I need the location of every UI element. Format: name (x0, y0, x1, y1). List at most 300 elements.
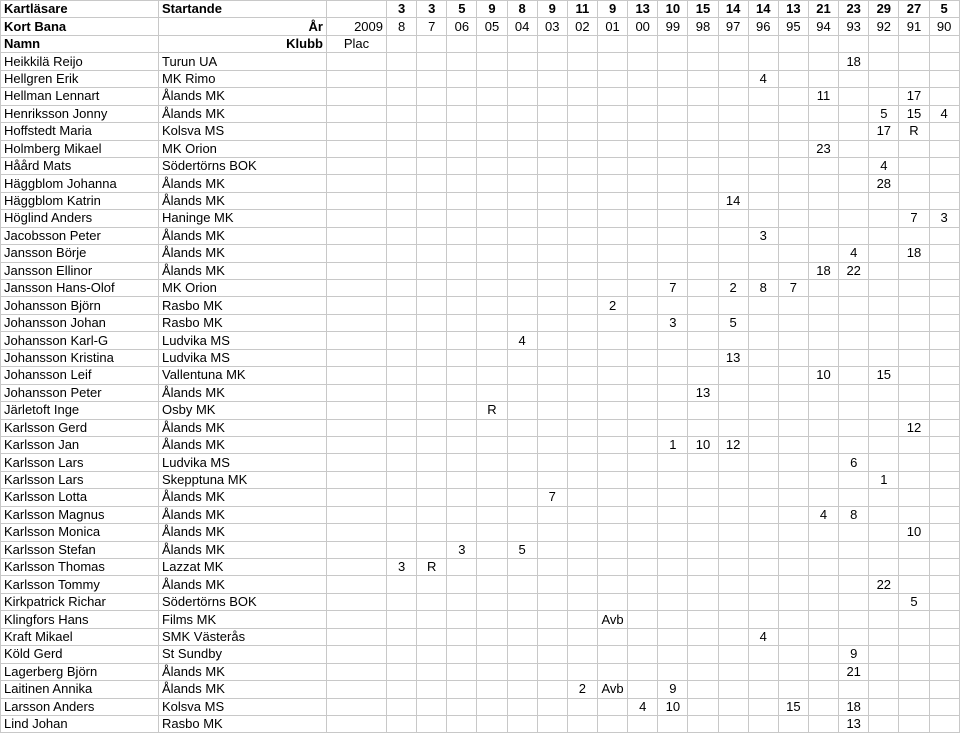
result-cell (507, 576, 537, 593)
result-cell (839, 436, 869, 453)
result-cell (748, 175, 778, 192)
result-cell (387, 402, 417, 419)
result-cell: 8 (839, 506, 869, 523)
result-cell (628, 576, 658, 593)
result-cell (597, 140, 627, 157)
result-cell (628, 715, 658, 732)
result-cell (477, 524, 507, 541)
driver-name: Karlsson Tommy (1, 576, 159, 593)
club-name: Turun UA (159, 53, 327, 70)
result-cell (658, 262, 688, 279)
driver-name: Karlsson Lotta (1, 489, 159, 506)
club-name: Södertörns BOK (159, 157, 327, 174)
result-cell (537, 140, 567, 157)
result-cell (387, 384, 417, 401)
result-cell (417, 332, 447, 349)
header-starters-count: 14 (748, 1, 778, 18)
header-blank-cell (808, 35, 838, 52)
driver-name: Johansson Leif (1, 367, 159, 384)
result-cell (597, 506, 627, 523)
header-year-cell: 8 (387, 18, 417, 35)
result-cell (537, 349, 567, 366)
result-cell (899, 611, 929, 628)
result-cell (899, 489, 929, 506)
result-cell (387, 140, 417, 157)
result-cell (718, 593, 748, 610)
result-cell (929, 681, 959, 698)
result-cell (808, 53, 838, 70)
result-cell (537, 70, 567, 87)
header-year-cell: 00 (628, 18, 658, 35)
result-cell (447, 175, 477, 192)
result-cell (447, 262, 477, 279)
result-cell (387, 715, 417, 732)
result-cell (658, 611, 688, 628)
place-cell (327, 628, 387, 645)
result-cell (929, 262, 959, 279)
result-cell (507, 262, 537, 279)
result-cell (929, 140, 959, 157)
result-cell (748, 384, 778, 401)
result-cell (628, 506, 658, 523)
result-cell (929, 506, 959, 523)
result-cell (567, 454, 597, 471)
header-name-label: Namn (1, 35, 159, 52)
result-cell (658, 559, 688, 576)
place-cell (327, 559, 387, 576)
result-cell (597, 489, 627, 506)
table-row (1, 332, 960, 349)
result-cell: 8 (748, 280, 778, 297)
result-cell (778, 715, 808, 732)
result-cell (899, 157, 929, 174)
result-cell (597, 559, 627, 576)
driver-name: Häggblom Katrin (1, 192, 159, 209)
header-club-label: Klubb (159, 35, 327, 52)
result-cell (718, 53, 748, 70)
result-cell (628, 436, 658, 453)
driver-name: Jansson Ellinor (1, 262, 159, 279)
result-cell (477, 681, 507, 698)
result-cell (658, 646, 688, 663)
header-blank-cell (688, 35, 718, 52)
place-cell (327, 611, 387, 628)
club-name: Ålands MK (159, 506, 327, 523)
result-cell (628, 384, 658, 401)
header-starters-count: 13 (778, 1, 808, 18)
result-cell (447, 471, 477, 488)
result-cell (507, 140, 537, 157)
result-cell (417, 384, 447, 401)
header-place-label: Plac (327, 35, 387, 52)
header-blank-cell (839, 35, 869, 52)
result-cell (658, 53, 688, 70)
result-cell (929, 628, 959, 645)
result-cell (869, 332, 899, 349)
result-cell: 10 (658, 698, 688, 715)
result-cell (477, 506, 507, 523)
result-cell (748, 681, 778, 698)
result-cell (628, 210, 658, 227)
result-cell (808, 192, 838, 209)
result-cell (929, 280, 959, 297)
result-cell (477, 541, 507, 558)
result-cell (929, 593, 959, 610)
result-cell (929, 192, 959, 209)
place-cell (327, 88, 387, 105)
result-cell (718, 524, 748, 541)
result-cell (658, 506, 688, 523)
table-row (1, 105, 960, 122)
result-cell (567, 576, 597, 593)
result-cell: 21 (839, 663, 869, 680)
driver-name: Klingfors Hans (1, 611, 159, 628)
table-row (1, 297, 960, 314)
result-cell (778, 471, 808, 488)
result-cell (658, 384, 688, 401)
header-year-cell: 7 (417, 18, 447, 35)
result-cell: 4 (808, 506, 838, 523)
result-cell (839, 402, 869, 419)
table-row (1, 402, 960, 419)
result-cell (628, 524, 658, 541)
result-cell (417, 210, 447, 227)
result-cell (567, 140, 597, 157)
result-cell (869, 419, 899, 436)
result-cell (718, 402, 748, 419)
result-cell (507, 245, 537, 262)
result-cell (417, 227, 447, 244)
header-starters-blank (327, 1, 387, 18)
table-row (1, 506, 960, 523)
result-cell (447, 506, 477, 523)
result-cell (387, 541, 417, 558)
result-cell (387, 70, 417, 87)
result-cell (597, 175, 627, 192)
header-row-starters (1, 1, 960, 18)
result-cell: 15 (869, 367, 899, 384)
table-row (1, 88, 960, 105)
result-cell (929, 489, 959, 506)
result-cell (537, 419, 567, 436)
result-cell (778, 262, 808, 279)
header-starters-count: 5 (929, 1, 959, 18)
result-cell (778, 646, 808, 663)
result-cell (567, 402, 597, 419)
result-cell (929, 698, 959, 715)
result-cell (507, 471, 537, 488)
result-cell (567, 506, 597, 523)
result-cell (688, 698, 718, 715)
result-cell (778, 105, 808, 122)
result-cell (929, 611, 959, 628)
result-cell (869, 349, 899, 366)
result-cell (628, 663, 658, 680)
result-cell (808, 611, 838, 628)
table-row (1, 611, 960, 628)
result-cell (417, 454, 447, 471)
result-cell: 3 (658, 314, 688, 331)
result-cell (688, 576, 718, 593)
result-cell (839, 70, 869, 87)
result-cell (778, 611, 808, 628)
driver-name: Karlsson Monica (1, 524, 159, 541)
result-cell (718, 541, 748, 558)
place-cell (327, 210, 387, 227)
result-cell: 9 (839, 646, 869, 663)
club-name: SMK Västerås (159, 628, 327, 645)
driver-name: Karlsson Magnus (1, 506, 159, 523)
result-cell (628, 297, 658, 314)
result-cell (507, 646, 537, 663)
header-year-cell: 94 (808, 18, 838, 35)
result-cell: 4 (628, 698, 658, 715)
driver-name: Karlsson Lars (1, 454, 159, 471)
result-cell (537, 593, 567, 610)
result-cell (688, 262, 718, 279)
header-blank-cell (899, 35, 929, 52)
result-cell (628, 454, 658, 471)
result-cell (537, 227, 567, 244)
result-cell (899, 541, 929, 558)
result-cell (628, 367, 658, 384)
result-cell (417, 192, 447, 209)
header-year-cell: 06 (447, 18, 477, 35)
result-cell (808, 436, 838, 453)
result-cell: 11 (808, 88, 838, 105)
result-cell (417, 175, 447, 192)
result-cell (688, 349, 718, 366)
result-cell (417, 593, 447, 610)
result-cell (567, 349, 597, 366)
result-cell (628, 70, 658, 87)
result-cell (477, 419, 507, 436)
result-cell (748, 436, 778, 453)
result-cell (748, 611, 778, 628)
result-cell (537, 402, 567, 419)
table-row (1, 698, 960, 715)
result-cell (477, 210, 507, 227)
result-cell (748, 105, 778, 122)
place-cell (327, 297, 387, 314)
club-name: Vallentuna MK (159, 367, 327, 384)
result-cell (628, 53, 658, 70)
result-cell (839, 349, 869, 366)
result-cell (899, 262, 929, 279)
result-cell: Avb (597, 611, 627, 628)
result-cell (839, 332, 869, 349)
result-cell (748, 210, 778, 227)
result-cell (447, 454, 477, 471)
result-cell (658, 192, 688, 209)
result-cell (808, 105, 838, 122)
result-cell (597, 541, 627, 558)
result-cell (808, 419, 838, 436)
table-row (1, 593, 960, 610)
result-cell: 4 (929, 105, 959, 122)
result-cell (899, 454, 929, 471)
place-cell (327, 245, 387, 262)
driver-name: Holmberg Mikael (1, 140, 159, 157)
result-cell (869, 53, 899, 70)
result-cell (417, 436, 447, 453)
result-cell (507, 559, 537, 576)
result-cell (477, 280, 507, 297)
result-cell (658, 157, 688, 174)
result-cell (778, 454, 808, 471)
result-cell (748, 593, 778, 610)
result-cell (899, 646, 929, 663)
place-cell (327, 157, 387, 174)
result-cell (447, 698, 477, 715)
result-cell: R (899, 123, 929, 140)
result-cell (597, 524, 627, 541)
driver-name: Karlsson Gerd (1, 419, 159, 436)
result-cell: 5 (869, 105, 899, 122)
result-cell (869, 559, 899, 576)
result-cell (567, 628, 597, 645)
result-cell (778, 88, 808, 105)
result-cell (387, 192, 417, 209)
result-cell (778, 245, 808, 262)
result-cell: 18 (839, 698, 869, 715)
result-cell (869, 297, 899, 314)
place-cell (327, 489, 387, 506)
result-cell (839, 175, 869, 192)
result-cell (688, 192, 718, 209)
result-cell (778, 157, 808, 174)
result-cell: 3 (447, 541, 477, 558)
result-cell (417, 541, 447, 558)
result-cell (477, 349, 507, 366)
result-cell (688, 541, 718, 558)
result-cell (808, 471, 838, 488)
result-cell (477, 628, 507, 645)
club-name: Ludvika MS (159, 454, 327, 471)
header-starters-count: 13 (628, 1, 658, 18)
place-cell (327, 524, 387, 541)
result-cell (567, 297, 597, 314)
result-cell (447, 245, 477, 262)
result-cell: 4 (839, 245, 869, 262)
club-name: MK Orion (159, 140, 327, 157)
result-cell (748, 140, 778, 157)
place-cell (327, 715, 387, 732)
result-cell (477, 593, 507, 610)
result-cell (597, 402, 627, 419)
result-cell (718, 471, 748, 488)
result-cell (507, 227, 537, 244)
result-cell (808, 559, 838, 576)
result-cell (808, 280, 838, 297)
result-cell: 7 (778, 280, 808, 297)
result-cell (899, 349, 929, 366)
result-cell (808, 524, 838, 541)
result-cell (899, 436, 929, 453)
result-cell (808, 402, 838, 419)
result-cell (839, 105, 869, 122)
result-cell (748, 663, 778, 680)
result-cell: 12 (899, 419, 929, 436)
result-cell (718, 681, 748, 698)
result-cell (597, 70, 627, 87)
result-cell (628, 646, 658, 663)
result-cell (839, 314, 869, 331)
result-cell (447, 384, 477, 401)
place-cell (327, 280, 387, 297)
result-cell (899, 576, 929, 593)
result-cell (869, 489, 899, 506)
result-cell (778, 524, 808, 541)
result-cell (808, 681, 838, 698)
result-cell (808, 454, 838, 471)
header-row-columns (1, 35, 960, 52)
club-name: Lazzat MK (159, 559, 327, 576)
result-cell (417, 245, 447, 262)
result-cell (537, 262, 567, 279)
table-row (1, 349, 960, 366)
result-cell (839, 384, 869, 401)
result-cell (718, 105, 748, 122)
result-cell (808, 628, 838, 645)
result-cell (597, 88, 627, 105)
table-row (1, 70, 960, 87)
result-cell (507, 628, 537, 645)
result-cell (688, 210, 718, 227)
result-cell (869, 210, 899, 227)
result-cell (477, 646, 507, 663)
result-cell (597, 663, 627, 680)
table-row (1, 646, 960, 663)
result-cell (748, 698, 778, 715)
result-cell (778, 628, 808, 645)
result-cell (507, 402, 537, 419)
result-cell (447, 53, 477, 70)
result-cell (387, 157, 417, 174)
header-year-cell: 99 (658, 18, 688, 35)
result-cell: 15 (778, 698, 808, 715)
result-cell (658, 576, 688, 593)
result-cell (447, 576, 477, 593)
result-cell (718, 559, 748, 576)
result-cell (658, 524, 688, 541)
result-cell (658, 471, 688, 488)
result-cell (839, 559, 869, 576)
result-cell (537, 646, 567, 663)
driver-name: Karlsson Thomas (1, 559, 159, 576)
result-cell (808, 123, 838, 140)
driver-name: Heikkilä Reijo (1, 53, 159, 70)
result-cell (778, 593, 808, 610)
result-cell (417, 663, 447, 680)
table-row (1, 489, 960, 506)
result-cell: 4 (507, 332, 537, 349)
result-cell (778, 53, 808, 70)
result-cell (387, 210, 417, 227)
place-cell (327, 541, 387, 558)
result-cell (718, 628, 748, 645)
result-cell (778, 349, 808, 366)
result-cell (567, 384, 597, 401)
result-cell (477, 576, 507, 593)
header-blank-cell (507, 35, 537, 52)
result-cell (929, 157, 959, 174)
place-cell (327, 332, 387, 349)
result-cell (628, 628, 658, 645)
driver-name: Hellgren Erik (1, 70, 159, 87)
result-cell (387, 367, 417, 384)
result-cell (929, 524, 959, 541)
